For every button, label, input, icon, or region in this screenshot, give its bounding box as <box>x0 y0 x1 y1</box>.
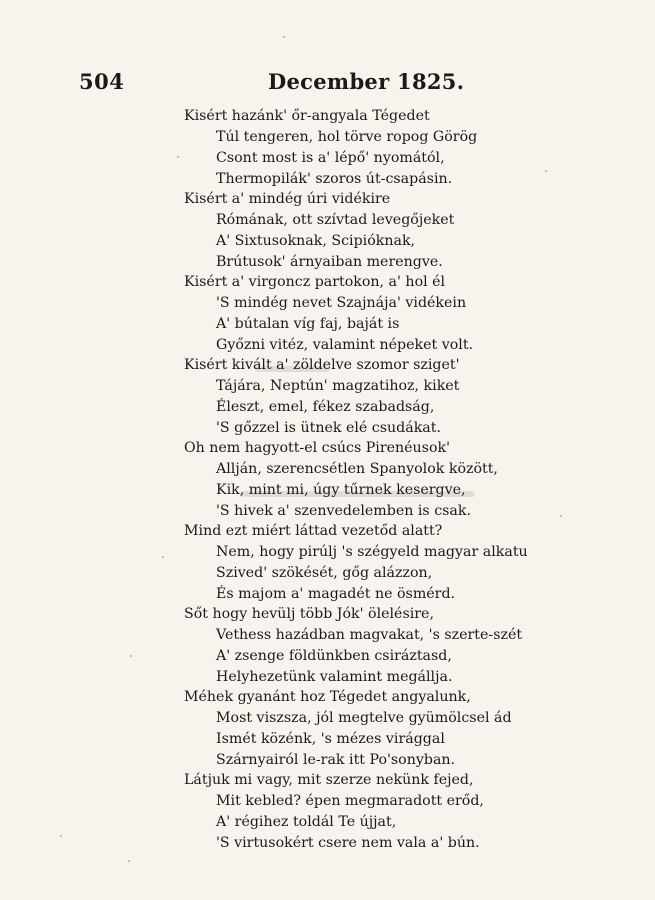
poem-line: Ismét közénk, 's mézes virággal <box>216 731 445 747</box>
paper-speck <box>545 170 547 172</box>
poem-line: Brútusok' árnyaiban merengve. <box>216 254 443 270</box>
poem-line: A' zsenge földünkben csiráztasd, <box>216 648 452 664</box>
poem-line: Csont most is a' lépő' nyomától, <box>216 150 445 166</box>
poem-line: Vethess hazádban magvakat, 's szerte-szét <box>216 627 523 643</box>
poem-line: Allján, szerencsétlen Spanyolok között, <box>216 461 498 477</box>
poem-line: Nem, hogy pirúlj 's szégyeld magyar alkatu <box>216 544 528 560</box>
poem-line: Kisért kivált a' zöldelve szomor sziget' <box>184 357 460 373</box>
paper-speck <box>177 156 179 158</box>
poem-line: Éleszt, emel, fékez szabadság, <box>216 399 435 415</box>
paper-speck <box>162 556 164 558</box>
paper-speck <box>60 835 62 837</box>
poem-line: Mind ezt miért láttad vezetőd alatt? <box>184 523 443 539</box>
poem-line: Méhek gyanánt hoz Tégedet angyalunk, <box>184 689 471 705</box>
paper-speck <box>130 655 132 657</box>
paper-speck <box>128 860 130 862</box>
ink-smudge <box>255 366 330 372</box>
poem-line: 'S hivek a' szenvedelemben is csak. <box>216 503 472 519</box>
poem-line: Sőt hogy hevülj több Jók' ölelésire, <box>184 606 434 622</box>
poem-line: Túl tengeren, hol törve ropog Görög <box>216 129 478 145</box>
page-header <box>0 69 655 99</box>
poem-line: A' Sixtusoknak, Scipióknak, <box>216 233 416 249</box>
poem-line: Kisért hazánk' őr-angyala Tégedet <box>184 108 430 124</box>
poem-line: Mit kebled? épen megmaradott erőd, <box>216 793 484 809</box>
poem-line: A' régihez toldál Te újjat, <box>216 814 397 830</box>
poem-line: Thermopilák' szoros út-csapásin. <box>216 171 453 187</box>
poem-line: Látjuk mi vagy, mit szerze nekünk fejed, <box>184 772 474 788</box>
poem-line: 'S virtusokért csere nem vala a' bún. <box>216 835 480 851</box>
poem-line: Győzni vitéz, valamint népeket volt. <box>216 337 474 353</box>
poem-line: Rómának, ott szívtad levegőjeket <box>216 212 455 228</box>
ink-smudge <box>240 491 475 497</box>
poem-line: 'S gőzzel is ütnek elé csudákat. <box>216 420 441 436</box>
running-title: December 1825. <box>268 69 465 94</box>
poem-line: Kik, mint mi, úgy tűrnek kesergve, <box>216 482 466 498</box>
paper-speck <box>560 515 562 517</box>
poem-line: A' bútalan víg faj, baját is <box>216 316 400 332</box>
page-number: 504 <box>79 69 125 94</box>
poem-line: 'S mindég nevet Szajnája' vidékein <box>216 295 467 311</box>
poem-line: Szived' szökését, gőg alázzon, <box>216 565 433 581</box>
poem-line: Kisért a' mindég úri vidékire <box>184 191 391 207</box>
poem-line: Szárnyairól le-rak itt Po'sonyban. <box>216 752 456 768</box>
poem-line: Most viszsza, jól megtelve gyümölcsel ád <box>216 710 512 726</box>
poem-line: Helyhezetünk valamint megállja. <box>216 669 453 685</box>
poem-line: Kisért a' virgoncz partokon, a' hol él <box>184 274 446 290</box>
paper-speck <box>283 36 285 38</box>
poem-line: Tájára, Neptún' magzatihoz, kiket <box>216 378 460 394</box>
poem-line: Oh nem hagyott-el csúcs Pirenéusok' <box>184 440 451 456</box>
poem-line: És majom a' magadét ne ösmérd. <box>216 586 456 602</box>
